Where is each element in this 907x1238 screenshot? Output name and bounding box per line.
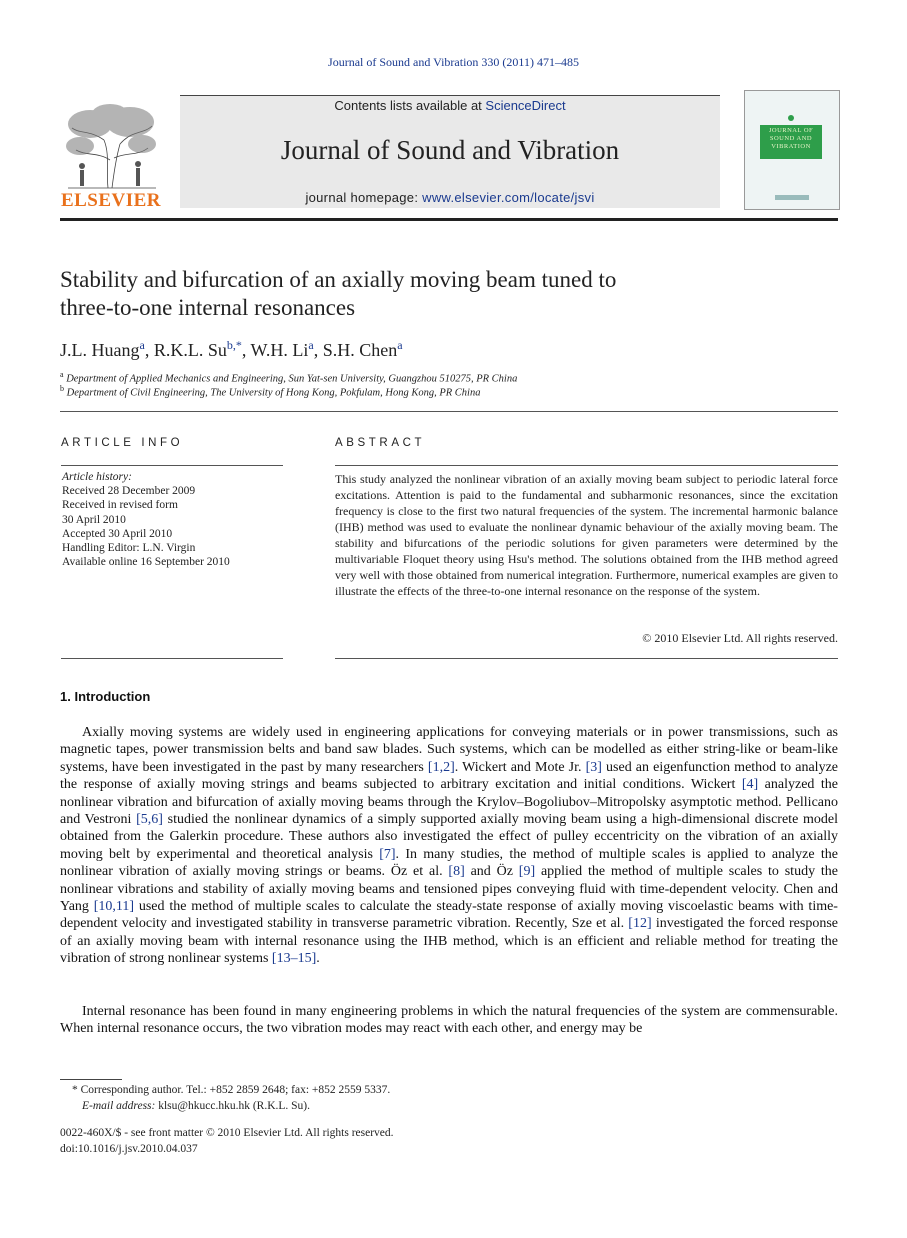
history-item: 30 April 2010: [62, 513, 126, 526]
article-info-top-rule: [61, 465, 283, 466]
section-heading-introduction: 1. Introduction: [60, 689, 151, 704]
issn-line: 0022-460X/$ - see front matter © 2010 Elsevier Ltd. All rights reserved.: [60, 1127, 394, 1139]
corresponding-author-line: * Corresponding author. Tel.: +852 2859 2648; fax: +852 2559 5337.: [72, 1084, 391, 1096]
citation-link[interactable]: [8]: [448, 864, 465, 880]
abstract-top-rule: [335, 465, 838, 466]
history-item: Handling Editor: L.N. Virgin: [62, 542, 196, 555]
homepage-prefix: journal homepage:: [305, 190, 423, 205]
citation-link[interactable]: [1,2]: [427, 759, 455, 775]
author-name[interactable]: R.K.L. Su: [153, 340, 227, 360]
article-history: [62, 470, 282, 569]
citation-link[interactable]: [13–15]: [271, 951, 317, 967]
intro-paragraph-2: Internal resonance has been found in many engineering problems in which the natural frequencies of the system are commensurable. When internal resonance occurs, the two vibration modes may react with each other, and energy may be: [60, 1004, 838, 1037]
intro-paragraph-1: [60, 724, 838, 968]
paragraph-text: analyzed the nonlinear vibration and bifurcation of axially moving beams through the Krylov–Bogoliubov–Mitropolsky asymptotic method. Pellicano and Vestroni: [60, 777, 838, 828]
author-affiliation-mark[interactable]: a: [308, 338, 314, 352]
paragraph-text: . Wickert and Mote Jr.: [454, 759, 586, 775]
affiliation-b: [60, 384, 820, 399]
paragraph-text: used the method of multiple scales to calculate the steady-state response of axially moving viscoelastic beams with time-dependent velocity and investigated stability in transverse parametric vibration. Recently, Sze et al.: [60, 899, 838, 932]
paragraph-text: studied the nonlinear dynamics of a simply supported axially moving beam using a high-dimensional discrete model obtained from the Galerkin procedure. These authors also investigated the effect of pulley eccentricity on the vibration of an axially moving belt by experimental and theoretical analysis: [60, 812, 838, 862]
article-info-heading: ARTICLE INFO: [61, 437, 184, 449]
header-divider: [60, 218, 838, 221]
email-address[interactable]: klsu@hkucc.hku.hk (R.K.L. Su).: [155, 1099, 311, 1112]
author-list: [60, 338, 820, 361]
author-affiliation-mark[interactable]: a: [397, 338, 403, 352]
paragraph-text: . In many studies, the method of multiple scales is applied to analyze the nonlinear vibration of axially moving strings or beams. Öz et al.: [60, 846, 838, 880]
citation-link[interactable]: [9]: [518, 864, 536, 880]
author-affiliation-mark[interactable]: a: [139, 338, 145, 352]
author-separator: ,: [144, 340, 154, 360]
history-item: Available online 16 September 2010: [62, 556, 230, 569]
journal-cover-thumbnail[interactable]: [744, 90, 840, 210]
footnote-divider: [60, 1079, 122, 1080]
affiliation-text: Department of Civil Engineering, The University of Hong Kong, Pokfulam, Hong Kong, PR China: [66, 387, 481, 399]
journal-name: Journal of Sound and Vibration: [280, 135, 620, 165]
paragraph-text: and Öz: [464, 864, 519, 880]
author-separator: ,: [313, 340, 323, 360]
citation-link[interactable]: [7]: [379, 846, 396, 862]
history-item: Received in revised form: [62, 499, 178, 512]
article-info-bottom-rule: [61, 658, 283, 659]
cover-emblem-icon: [788, 115, 794, 121]
author-name[interactable]: J.L. Huang: [60, 340, 140, 360]
abstract-bottom-rule: [335, 658, 838, 659]
affiliation-a: [60, 370, 820, 385]
affiliation-mark: a: [60, 370, 64, 379]
cover-publisher-mark: [775, 195, 809, 200]
author-affiliation-mark[interactable]: b,*: [226, 338, 242, 352]
author-name[interactable]: W.H. Li: [250, 340, 309, 360]
paragraph-text: applied the method of multiple scales to study the nonlinear vibrations and stability of axially moving beams and tensioned pipes conveying fluid with time-dependent velocity. Chen and Yang: [60, 864, 839, 915]
paragraph-text: Axially moving systems are widely used in engineering applications for conveying materials or in power transmissions, such as magnetic tapes, power transmission belts and band saw blades. Such systems, which can be modelled as either string-like or beam-like systems, have been investigated in the past by many researchers: [60, 725, 838, 775]
sciencedirect-link[interactable]: ScienceDirect: [485, 98, 566, 113]
citation-link[interactable]: [10,11]: [93, 899, 135, 915]
author-name[interactable]: S.H. Chen: [322, 340, 398, 360]
front-matter: [60, 1126, 760, 1157]
paragraph-text: used an eigenfunction method to analyze the response of axially moving strings and beams subjected to arbitrary excitation and initial conditions. Wickert: [60, 759, 838, 793]
paragraph-text: .: [316, 951, 320, 967]
journal-homepage-link[interactable]: www.elsevier.com/locate/jsvi: [422, 190, 595, 205]
email-label: E-mail address:: [82, 1099, 156, 1112]
doi-line[interactable]: doi:10.1016/j.jsv.2010.04.037: [60, 1142, 198, 1155]
citation-link[interactable]: [3]: [585, 759, 602, 775]
contents-prefix: Contents lists available at: [334, 98, 486, 113]
history-item: Accepted 30 April 2010: [62, 527, 173, 540]
abstract-text: This study analyzed the nonlinear vibration of an axially moving beam subject to periodic lateral force excitations. Attention is paid to the fundamental and subharmonic resonances, since the excitation frequency is close to the first two natural frequencies of the system. The incremental harmonic balance (IHB) method was used to evaluate the nonlinear dynamic behaviour of the axially moving beam. The stability and bifurcations of the periodic solutions for given parameters were determined by the multivariable Floquet theory using Hsu's method. The solutions obtained from the IHB method agreed very well with those obtained from numerical integration. Furthermore, numerical examples are given to illustrate the effects of the three-to-one internal resonance on the response of the system.: [335, 472, 838, 598]
citation-link[interactable]: [4]: [741, 777, 759, 793]
citation-link[interactable]: [5,6]: [136, 812, 163, 828]
contents-available-line: [180, 98, 720, 113]
abstract-heading: ABSTRACT: [335, 437, 426, 449]
corresponding-author-footnote: [72, 1083, 772, 1114]
abstract-copyright: © 2010 Elsevier Ltd. All rights reserved.: [642, 631, 838, 645]
journal-homepage-line: [180, 190, 720, 205]
author-separator: ,: [241, 340, 251, 360]
email-line: [72, 1099, 772, 1115]
affiliation-mark: b: [60, 384, 64, 393]
affiliation-divider: [60, 411, 838, 412]
article-title-line-1: Stability and bifurcation of an axially moving beam tuned to: [60, 267, 617, 292]
citation-link[interactable]: [12]: [628, 916, 652, 932]
elsevier-wordmark: ELSEVIER: [60, 190, 162, 211]
cover-title: JOURNAL OF SOUND AND VIBRATION: [768, 127, 814, 150]
history-item: Received 28 December 2009: [62, 485, 196, 498]
article-title: [60, 266, 820, 322]
article-history-label: Article history:: [62, 471, 132, 483]
paragraph-text: investigated the forced response of an axially moving beam with internal resonance using the IHB method, which is an efficient and reliable method for treating the vibration of strong nonlinear systems: [60, 916, 839, 967]
affiliation-text: Department of Applied Mechanics and Engineering, Sun Yat-sen University, Guangzhou 510275, PR China: [66, 373, 518, 385]
journal-reference-link[interactable]: Journal of Sound and Vibration 330 (2011) 471–485: [328, 55, 579, 69]
article-title-line-2: three-to-one internal resonances: [60, 295, 356, 320]
